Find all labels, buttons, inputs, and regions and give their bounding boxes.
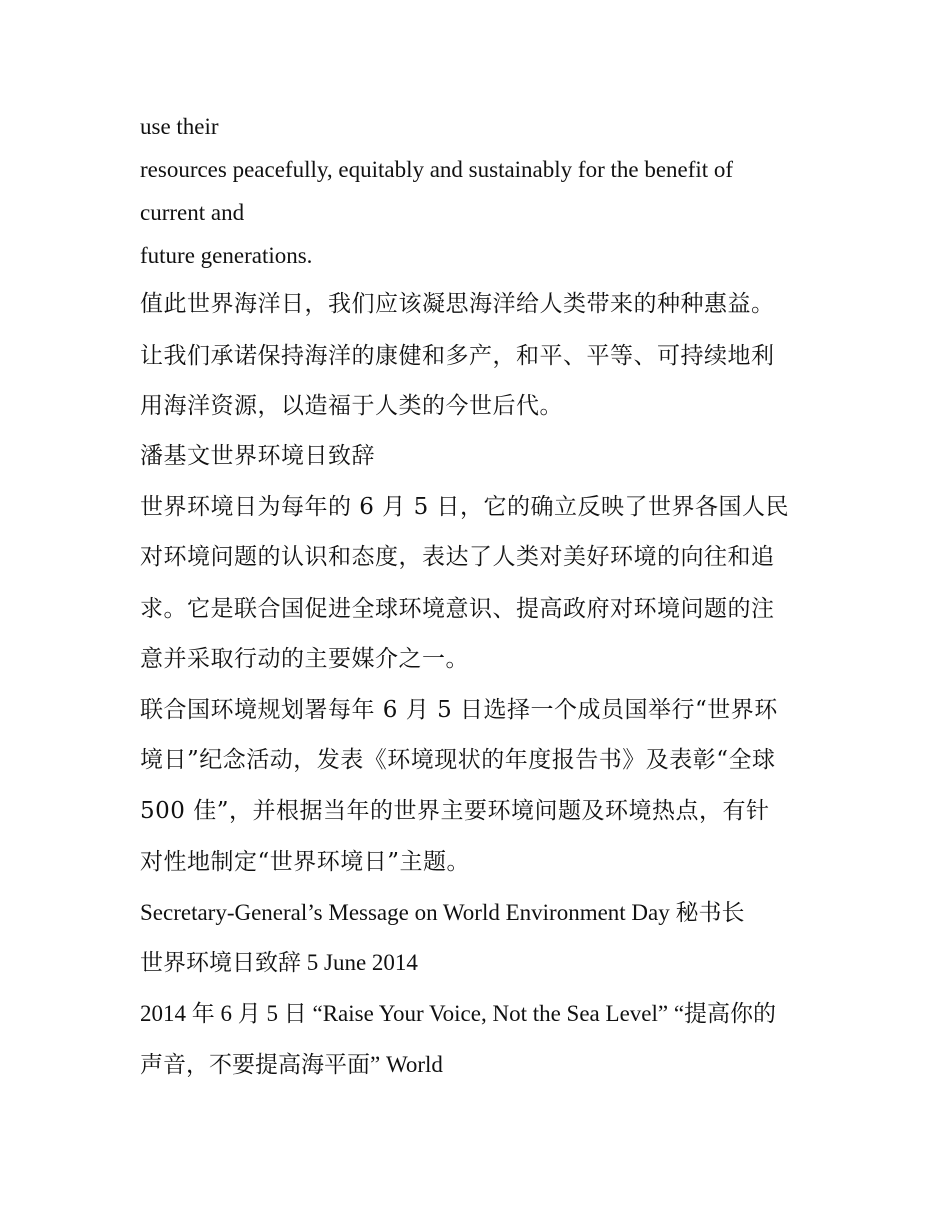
text-line: 世界环境日致辞 5 June 2014 bbox=[140, 950, 418, 975]
text-line: 世界环境日为每年的 6 月 5 日，它的确立反映了世界各国人民 bbox=[140, 494, 790, 520]
text-line: Secretary-General’s Message on World Environment Day 秘书长 bbox=[140, 900, 745, 925]
text-line: 意并采取行动的主要媒介之一。 bbox=[140, 646, 469, 672]
text-line: 用海洋资源，以造福于人类的今世后代。 bbox=[140, 393, 563, 419]
text-line: 求。它是联合国促进全球环境意识、提高政府对环境问题的注 bbox=[140, 596, 775, 622]
section-heading: 潘基文世界环境日致辞 bbox=[140, 443, 375, 469]
text-line: 2014 年 6 月 5 日 “Raise Your Voice, Not the Sea Level” “提高你的 bbox=[140, 1001, 777, 1026]
text-line: 对性地制定“世界环境日”主题。 bbox=[140, 849, 471, 875]
text-line: 对环境问题的认识和态度，表达了人类对美好环境的向往和追 bbox=[140, 544, 775, 570]
text-line: resources peacefully, equitably and sustainably for the benefit of bbox=[140, 157, 734, 182]
text-line: use their bbox=[140, 114, 219, 139]
text-line: 境日”纪念活动，发表《环境现状的年度报告书》及表彰“全球 bbox=[140, 747, 776, 773]
text-line: 让我们承诺保持海洋的康健和多产，和平、平等、可持续地利 bbox=[140, 343, 775, 369]
text-line: future generations. bbox=[140, 243, 313, 268]
text-line: current and bbox=[140, 200, 245, 225]
text-line: 联合国环境规划署每年 6 月 5 日选择一个成员国举行“世界环 bbox=[140, 697, 778, 723]
text-line: 值此世界海洋日，我们应该凝思海洋给人类带来的种种惠益。 bbox=[140, 291, 775, 317]
text-line: 声音，不要提高海平面” World bbox=[140, 1052, 443, 1077]
text-line: 500 佳”，并根据当年的世界主要环境问题及环境热点，有针 bbox=[140, 798, 770, 824]
